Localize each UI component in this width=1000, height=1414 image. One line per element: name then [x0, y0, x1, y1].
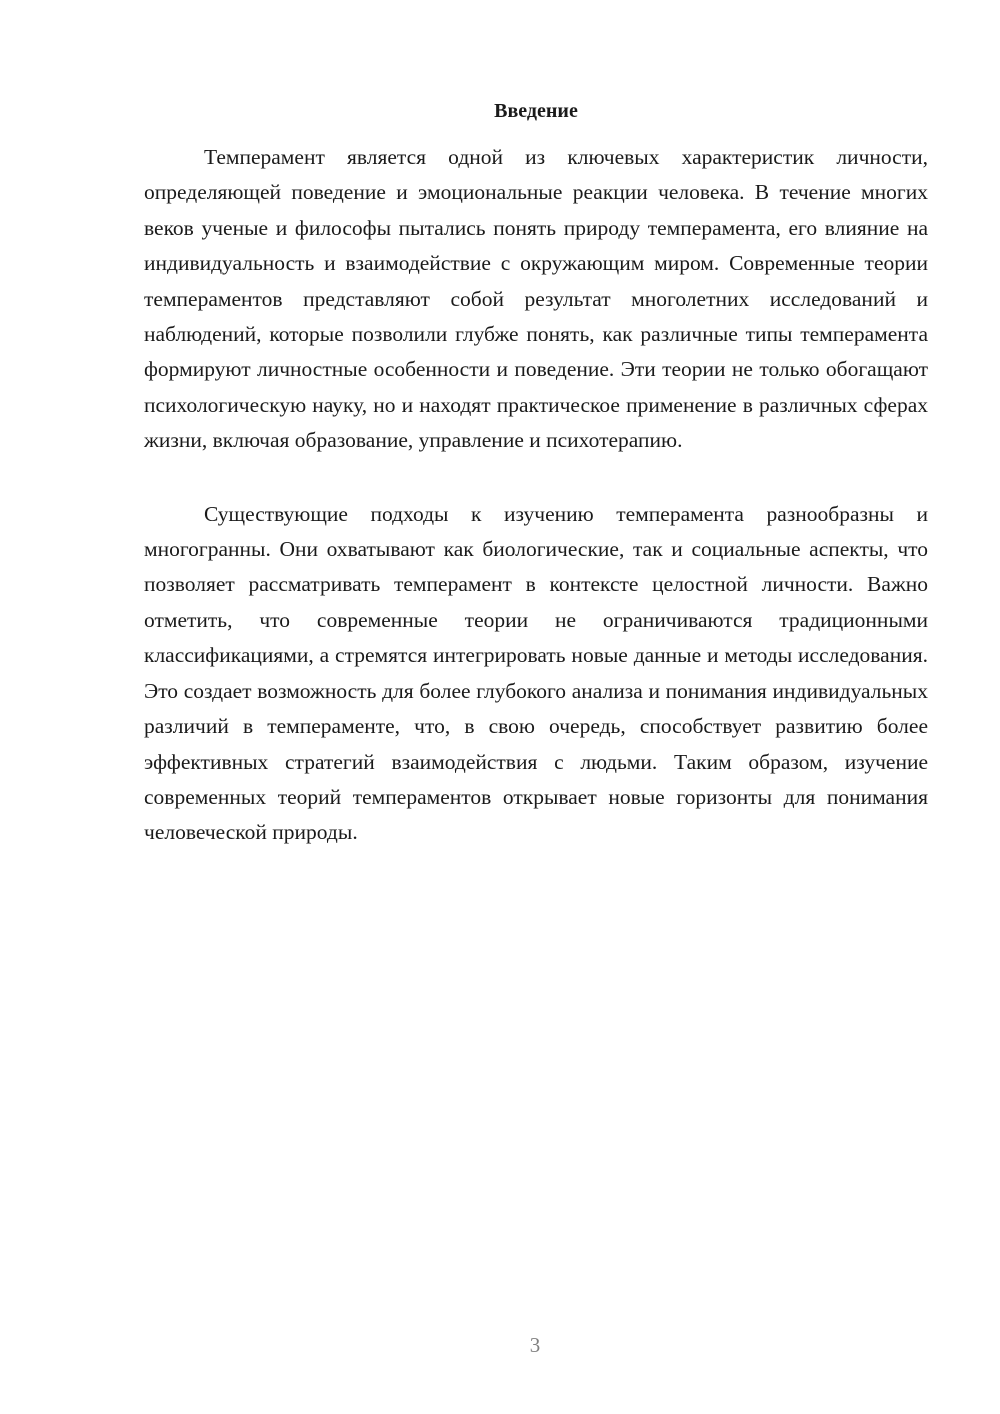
paragraph-1: Темперамент является одной из ключевых характеристик личности, определяющей поведение и эмоциональные реакции человека. В течение многих веков ученые и философы пытались понять природу темперамента, его влияние на индивидуальность и взаимодействие с окружающим миром. Современные теории темпераментов представляют собой результат многолетних исследований и наблюдений, которые позволили глубже понять, как различные типы темперамента формируют личностные особенности и поведение. Эти теории не только обогащают психологическую науку, но и находят практическое применение в различных сферах жизни, включая образование, управление и психотерапию. [144, 145, 928, 453]
page-number: 3 [529, 1333, 541, 1357]
page-content [144, 96, 928, 851]
paragraph-2: Существующие подходы к изучению темперамента разнообразны и многогранны. Они охватывают как биологические, так и социальные аспекты, что позволяет рассматривать темперамент в контексте целостной личности. Важно отметить, что современные теории не ограничиваются традиционными классификациями, а стремятся интегрировать новые данные и методы исследования. Это создает возможность для более глубокого анализа и понимания индивидуальных различий в темпераменте, что, в свою очередь, способствует развитию более эффективных стратегий взаимодействия с людьми. Таким образом, изучение современных теорий темпераментов открывает новые горизонты для понимания человеческой природы. [144, 501, 928, 845]
section-heading: Введение [494, 100, 578, 122]
